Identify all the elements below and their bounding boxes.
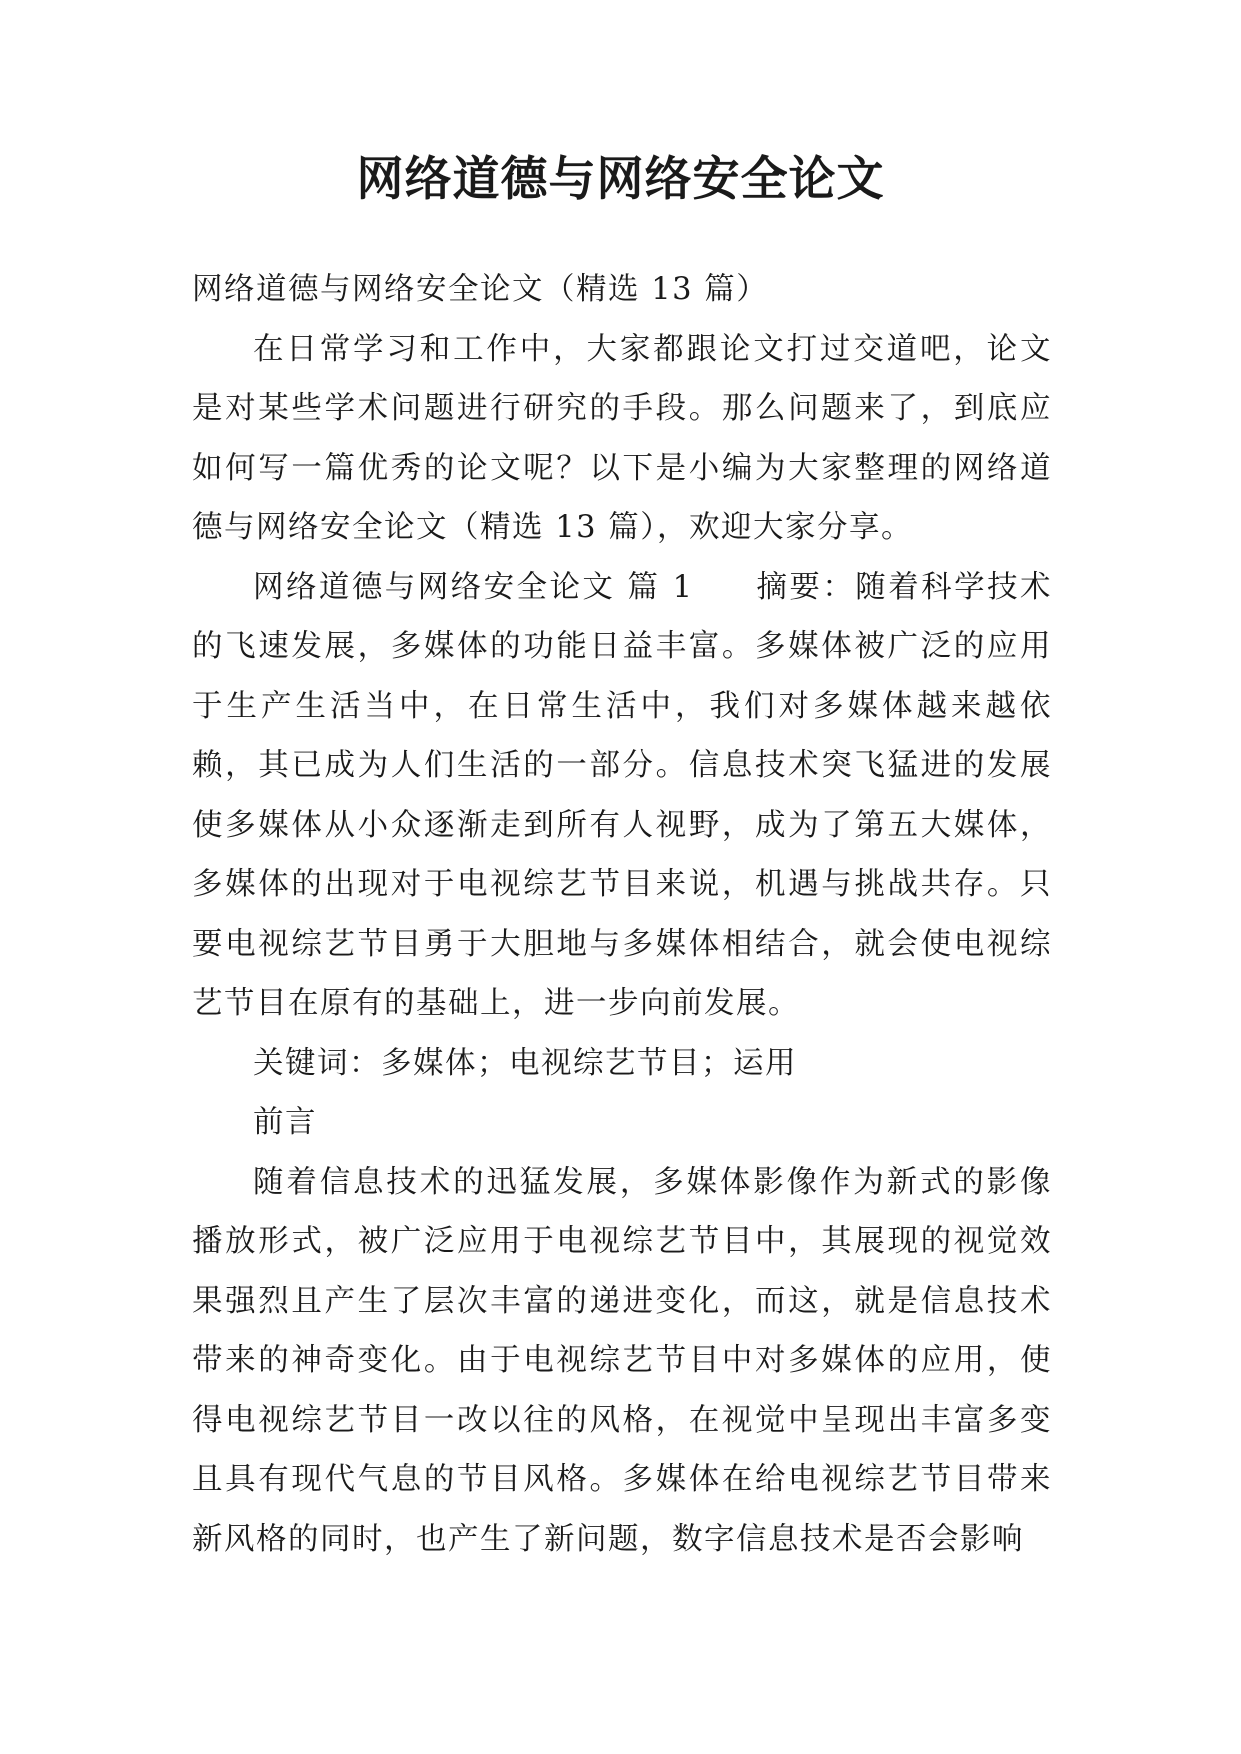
article-1-paragraph [192, 558, 1052, 1034]
preface-paragraph: 随着信息技术的迅猛发展，多媒体影像作为新式的影像播放形式，被广泛应用于电视综艺节目中，其展现的视觉效果强烈且产生了层次丰富的递进变化，而这，就是信息技术带来的神奇变化。由于电视综艺节目中对多媒体的应用，使得电视综艺节目一改以往的风格，在视觉中呈现出丰富多变且具有现代气息的节目风格。多媒体在给电视综艺节目带来新风格的同时，也产生了新问题，数字信息技术是否会影响 [192, 1164, 1052, 1557]
document-title: 网络道德与网络安全论文 [356, 152, 885, 207]
document-body [192, 260, 1052, 1569]
article-1-heading: 网络道德与网络安全论文 篇 1 [253, 569, 694, 605]
keywords-paragraph: 关键词：多媒体；电视综艺节目；运用 [253, 1045, 797, 1081]
document-subtitle: 网络道德与网络安全论文（精选 13 篇） [192, 272, 769, 307]
intro-paragraph: 在日常学习和工作中，大家都跟论文打过交道吧，论文是对某些学术问题进行研究的手段。那么问题来了，到底应如何写一篇优秀的论文呢？以下是小编为大家整理的网络道德与网络安全论文（精选 13 篇），欢迎大家分享。 [192, 331, 1052, 545]
preface-heading: 前言 [253, 1105, 317, 1140]
article-1-abstract: 摘要：随着科学技术的飞速发展，多媒体的功能日益丰富。多媒体被广泛的应用于生产生活当中，在日常生活中，我们对多媒体越来越依赖，其已成为人们生活的一部分。信息技术突飞猛进的发展使多媒体从小众逐渐走到所有人视野，成为了第五大媒体，多媒体的出现对于电视综艺节目来说，机遇与挑战共存。只要电视综艺节目勇于大胆地与多媒体相结合，就会使电视综艺节目在原有的基础上，进一步向前发展。 [192, 569, 1053, 1021]
